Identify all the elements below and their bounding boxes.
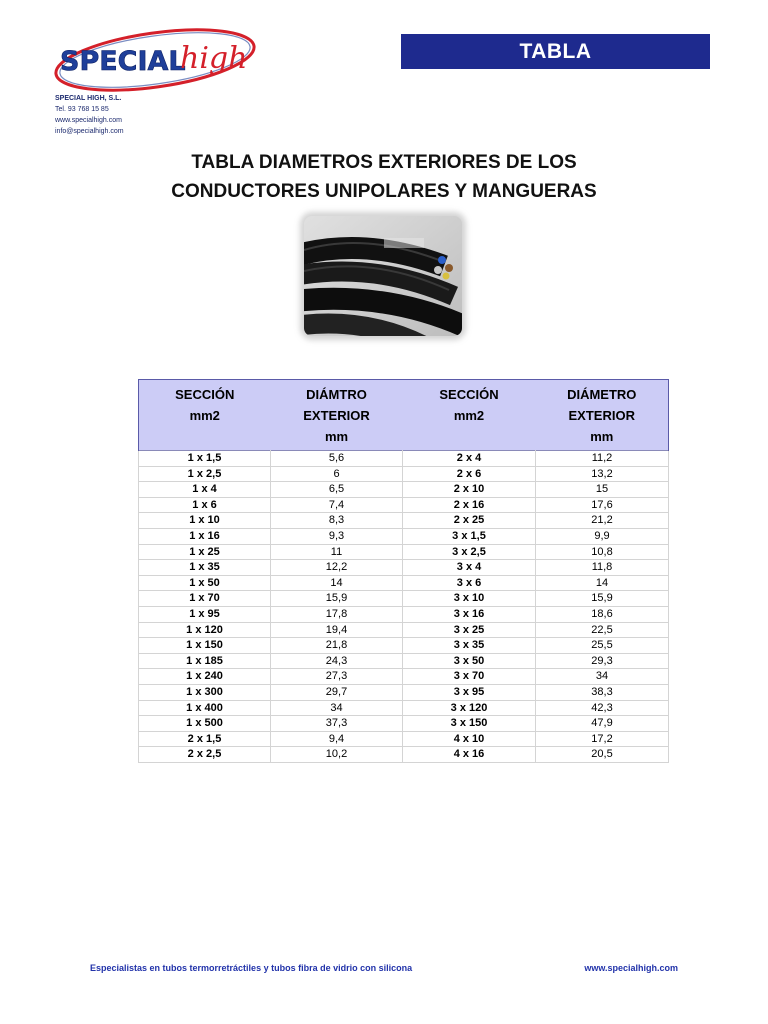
footer-website[interactable]: www.specialhigh.com bbox=[584, 963, 678, 973]
svg-text:SPECIAL: SPECIAL bbox=[60, 46, 186, 77]
cell-seccion: 1 x 70 bbox=[139, 591, 271, 607]
cell-diametro: 11 bbox=[271, 544, 403, 560]
cell-seccion: 1 x 10 bbox=[139, 513, 271, 529]
cell-seccion: 1 x 4 bbox=[139, 482, 271, 498]
cable-photo bbox=[304, 216, 462, 336]
cell-diametro: 8,3 bbox=[271, 513, 403, 529]
table-row bbox=[139, 747, 669, 763]
table-row bbox=[139, 606, 669, 622]
cell-seccion: 4 x 16 bbox=[403, 747, 536, 763]
header-seccion-2: SECCIÓN mm2 bbox=[403, 380, 536, 451]
cell-diametro: 34 bbox=[536, 669, 669, 685]
cell-seccion: 3 x 150 bbox=[403, 716, 536, 732]
table-row bbox=[139, 638, 669, 654]
table-row bbox=[139, 466, 669, 482]
cell-diametro: 6 bbox=[271, 466, 403, 482]
cell-diametro: 42,3 bbox=[536, 700, 669, 716]
tabla-banner: TABLA bbox=[401, 34, 710, 69]
company-name: SPECIAL HIGH, S.L. bbox=[55, 95, 122, 102]
cell-diametro: 47,9 bbox=[536, 716, 669, 732]
table-row bbox=[139, 575, 669, 591]
table-header-row bbox=[139, 380, 669, 451]
table-row bbox=[139, 669, 669, 685]
cell-diametro: 34 bbox=[271, 700, 403, 716]
cell-diametro: 27,3 bbox=[271, 669, 403, 685]
cell-seccion: 3 x 50 bbox=[403, 653, 536, 669]
cell-diametro: 18,6 bbox=[536, 606, 669, 622]
cell-seccion: 2 x 1,5 bbox=[139, 731, 271, 747]
svg-text:high: high bbox=[180, 41, 248, 76]
cell-seccion: 4 x 10 bbox=[403, 731, 536, 747]
company-email: info@specialhigh.com bbox=[55, 128, 124, 135]
cell-seccion: 1 x 300 bbox=[139, 684, 271, 700]
cell-seccion: 3 x 2,5 bbox=[403, 544, 536, 560]
cell-seccion: 1 x 400 bbox=[139, 700, 271, 716]
cell-seccion: 3 x 25 bbox=[403, 622, 536, 638]
footer-tagline: Especialistas en tubos termorretráctiles y tubos fibra de vidrio con silicona bbox=[90, 963, 413, 973]
cell-seccion: 3 x 120 bbox=[403, 700, 536, 716]
company-phone: Tel. 93 768 15 85 bbox=[55, 106, 109, 113]
diameter-table bbox=[138, 379, 669, 763]
cell-seccion: 2 x 16 bbox=[403, 497, 536, 513]
table-row bbox=[139, 731, 669, 747]
cell-seccion: 1 x 95 bbox=[139, 606, 271, 622]
table-row bbox=[139, 482, 669, 498]
cell-diametro: 9,3 bbox=[271, 528, 403, 544]
cell-seccion: 2 x 25 bbox=[403, 513, 536, 529]
company-web: www.specialhigh.com bbox=[55, 117, 122, 124]
cell-seccion: 1 x 1,5 bbox=[139, 451, 271, 467]
cell-seccion: 2 x 6 bbox=[403, 466, 536, 482]
cell-seccion: 1 x 35 bbox=[139, 560, 271, 576]
cell-seccion: 1 x 50 bbox=[139, 575, 271, 591]
cell-seccion: 3 x 6 bbox=[403, 575, 536, 591]
cell-diametro: 17,6 bbox=[536, 497, 669, 513]
cell-seccion: 1 x 150 bbox=[139, 638, 271, 654]
cell-diametro: 17,8 bbox=[271, 606, 403, 622]
title-line-2: CONDUCTORES UNIPOLARES Y MANGUERAS bbox=[171, 181, 597, 202]
table-row bbox=[139, 451, 669, 467]
cell-diametro: 11,8 bbox=[536, 560, 669, 576]
cell-seccion: 3 x 70 bbox=[403, 669, 536, 685]
cell-diametro: 15,9 bbox=[271, 591, 403, 607]
cell-seccion: 2 x 4 bbox=[403, 451, 536, 467]
cell-diametro: 24,3 bbox=[271, 653, 403, 669]
cell-seccion: 2 x 10 bbox=[403, 482, 536, 498]
cell-diametro: 14 bbox=[536, 575, 669, 591]
cell-diametro: 13,2 bbox=[536, 466, 669, 482]
cell-diametro: 15,9 bbox=[536, 591, 669, 607]
cell-diametro: 5,6 bbox=[271, 451, 403, 467]
cell-seccion: 1 x 185 bbox=[139, 653, 271, 669]
cell-seccion: 2 x 2,5 bbox=[139, 747, 271, 763]
table-row bbox=[139, 591, 669, 607]
cell-diametro: 29,7 bbox=[271, 684, 403, 700]
cell-diametro: 11,2 bbox=[536, 451, 669, 467]
company-info bbox=[55, 93, 124, 137]
cell-diametro: 15 bbox=[536, 482, 669, 498]
cell-diametro: 19,4 bbox=[271, 622, 403, 638]
cell-seccion: 1 x 240 bbox=[139, 669, 271, 685]
cell-seccion: 3 x 4 bbox=[403, 560, 536, 576]
cell-seccion: 1 x 25 bbox=[139, 544, 271, 560]
header-diametro-2: DIÁMETRO EXTERIOR mm bbox=[536, 380, 669, 451]
table-row bbox=[139, 544, 669, 560]
table-row bbox=[139, 560, 669, 576]
cell-diametro: 21,8 bbox=[271, 638, 403, 654]
cell-diametro: 17,2 bbox=[536, 731, 669, 747]
page-title bbox=[0, 148, 768, 206]
table-row bbox=[139, 622, 669, 638]
cell-diametro: 38,3 bbox=[536, 684, 669, 700]
cell-diametro: 12,2 bbox=[271, 560, 403, 576]
cell-diametro: 21,2 bbox=[536, 513, 669, 529]
table-body bbox=[139, 451, 669, 763]
cell-diametro: 29,3 bbox=[536, 653, 669, 669]
cell-seccion: 3 x 10 bbox=[403, 591, 536, 607]
table-row bbox=[139, 700, 669, 716]
cell-seccion: 1 x 120 bbox=[139, 622, 271, 638]
header-diametro-1: DIÁMTRO EXTERIOR mm bbox=[271, 380, 403, 451]
cell-diametro: 10,2 bbox=[271, 747, 403, 763]
table-row bbox=[139, 716, 669, 732]
table-row bbox=[139, 513, 669, 529]
cell-diametro: 20,5 bbox=[536, 747, 669, 763]
table-row bbox=[139, 528, 669, 544]
specialhigh-logo bbox=[52, 20, 262, 96]
cell-seccion: 1 x 500 bbox=[139, 716, 271, 732]
cell-diametro: 22,5 bbox=[536, 622, 669, 638]
cell-diametro: 10,8 bbox=[536, 544, 669, 560]
table-row bbox=[139, 653, 669, 669]
cell-diametro: 37,3 bbox=[271, 716, 403, 732]
cell-diametro: 7,4 bbox=[271, 497, 403, 513]
cell-seccion: 1 x 2,5 bbox=[139, 466, 271, 482]
cell-seccion: 3 x 35 bbox=[403, 638, 536, 654]
cell-diametro: 9,4 bbox=[271, 731, 403, 747]
title-line-1: TABLA DIAMETROS EXTERIORES DE LOS bbox=[191, 152, 577, 173]
table-row bbox=[139, 684, 669, 700]
cell-seccion: 3 x 16 bbox=[403, 606, 536, 622]
cell-seccion: 1 x 6 bbox=[139, 497, 271, 513]
header-seccion-1: SECCIÓN mm2 bbox=[139, 380, 271, 451]
table-row bbox=[139, 497, 669, 513]
cell-seccion: 1 x 16 bbox=[139, 528, 271, 544]
cell-seccion: 3 x 95 bbox=[403, 684, 536, 700]
cell-diametro: 25,5 bbox=[536, 638, 669, 654]
cell-diametro: 14 bbox=[271, 575, 403, 591]
cell-seccion: 3 x 1,5 bbox=[403, 528, 536, 544]
cell-diametro: 6,5 bbox=[271, 482, 403, 498]
cell-diametro: 9,9 bbox=[536, 528, 669, 544]
